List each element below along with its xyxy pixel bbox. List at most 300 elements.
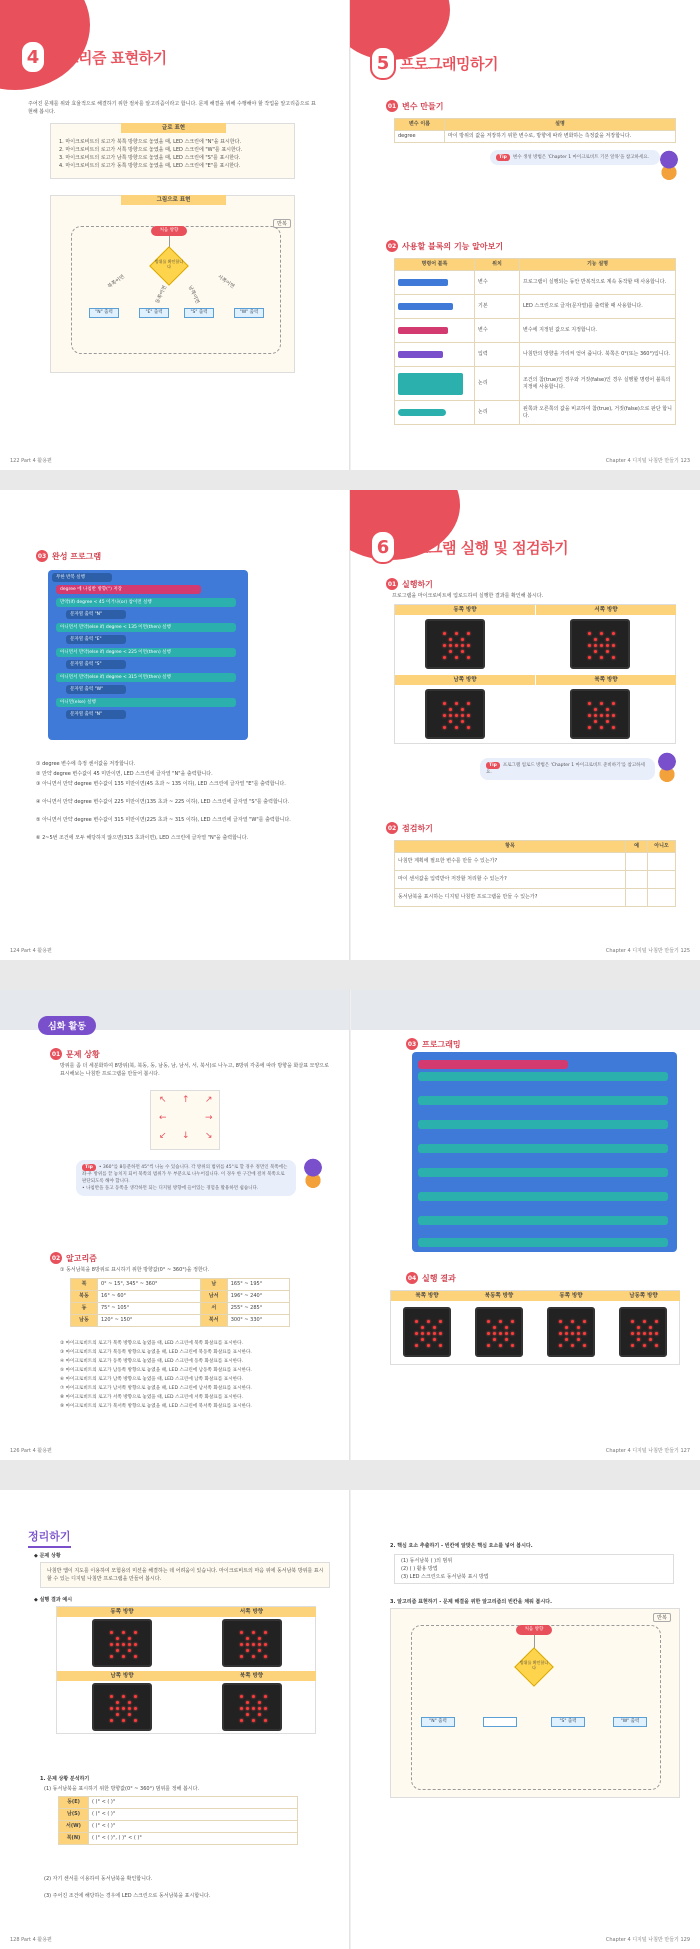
section-01 bbox=[386, 100, 443, 112]
led-dot bbox=[655, 1332, 658, 1335]
page-127 bbox=[350, 990, 700, 1460]
led-dot bbox=[128, 1643, 131, 1646]
led-dot bbox=[505, 1338, 508, 1341]
led-dot bbox=[565, 1332, 568, 1335]
q1-sub: (1) 동서남북을 표시하기 위한 방향값(0° ~ 360°) 범위를 정해 봅시다. bbox=[44, 1786, 200, 1792]
branch-south: 남쪽이면 bbox=[186, 284, 201, 305]
led-dot bbox=[461, 638, 464, 641]
col-header: 명령어 블록 bbox=[395, 259, 475, 271]
led-dot bbox=[467, 644, 470, 647]
section-number: 03 bbox=[36, 550, 48, 562]
led-dot bbox=[637, 1338, 640, 1341]
text-expression-title: 글로 표현 bbox=[121, 123, 226, 133]
arrow-s: ↓ bbox=[182, 1131, 190, 1141]
section-title: 완성 프로그램 bbox=[52, 551, 102, 561]
led-dot bbox=[246, 1637, 249, 1640]
led-dot bbox=[415, 1344, 418, 1347]
result-title: ◆ 실행 결과 예시 bbox=[34, 1597, 73, 1603]
dir-range: 16° ~ 60° bbox=[97, 1291, 200, 1303]
page-126 bbox=[0, 990, 350, 1460]
section-03 bbox=[36, 550, 101, 562]
section-04 bbox=[406, 1272, 456, 1284]
led-dot bbox=[637, 1326, 640, 1329]
led-dot bbox=[577, 1332, 580, 1335]
show-e-block: 문자열 출력 "E" bbox=[66, 635, 126, 644]
led-dot bbox=[588, 702, 591, 705]
led-dot bbox=[134, 1695, 137, 1698]
led-dot bbox=[606, 714, 609, 717]
led-dot bbox=[493, 1326, 496, 1329]
answer-blank[interactable]: ( )° < ( )°, ( )° < ( )° bbox=[89, 1833, 298, 1845]
show-s-block: 문자열 출력 "S" bbox=[66, 660, 126, 669]
checklist-table bbox=[394, 840, 676, 907]
description-cell: 조건의 참(true)인 경우와 거짓(false)인 경우 실행할 명령어 블록의 지정에 사용합니다. bbox=[520, 367, 676, 401]
arrow-n: ↑ bbox=[182, 1095, 190, 1105]
set-degree-block: degree 에 나침반 방향(°) 저장 bbox=[56, 585, 201, 594]
led-dot bbox=[252, 1643, 255, 1646]
led-dot bbox=[246, 1701, 249, 1704]
led-dot bbox=[433, 1332, 436, 1335]
led-dot bbox=[511, 1320, 514, 1323]
led-dot bbox=[116, 1649, 119, 1652]
spread-1 bbox=[0, 0, 700, 470]
led-dot bbox=[449, 644, 452, 647]
section-title: 사용할 블록의 기능 알아보기 bbox=[402, 241, 504, 251]
led-dot bbox=[264, 1707, 267, 1710]
led-dot bbox=[493, 1338, 496, 1341]
dir-name: 서(W) bbox=[59, 1821, 89, 1833]
decision-label: 방위를 확인합니다 bbox=[154, 259, 184, 269]
chapter-footer: Chapter 4 디지털 나침반 만들기 bbox=[605, 458, 679, 464]
code-row bbox=[418, 1168, 668, 1177]
show-w-block: 문자열 출력 "W" bbox=[66, 685, 126, 694]
q2-line-1: (1) 동서남북 ( )의 범위 bbox=[401, 1558, 453, 1564]
arrow-nw: ↖ bbox=[159, 1095, 167, 1105]
microbit-west bbox=[570, 619, 630, 669]
led-dot bbox=[240, 1631, 243, 1634]
led-dot bbox=[606, 708, 609, 711]
tip-box bbox=[76, 1160, 296, 1196]
block-sample bbox=[398, 279, 448, 286]
page-number: 122 bbox=[10, 458, 20, 464]
led-dot bbox=[461, 714, 464, 717]
tip-tag: Tip bbox=[486, 762, 500, 769]
arrow-w: ← bbox=[159, 1113, 167, 1123]
led-dot bbox=[264, 1719, 267, 1722]
led-dot bbox=[246, 1643, 249, 1646]
note-4: ④ 아니면서 만약 degree 변수값이 225 미만이면(135 초과 ~ 225 이하), LED 스크린에 글자열 "S"를 출력합니다. bbox=[36, 799, 290, 805]
led-dot bbox=[643, 1344, 646, 1347]
code-row bbox=[418, 1096, 668, 1105]
answer-range-table bbox=[58, 1796, 298, 1845]
section-title: 변수 만들기 bbox=[402, 101, 444, 111]
if-block: 만약(if) degree < 45 이거나(or) 참이면 실행 bbox=[56, 598, 236, 607]
led-dot bbox=[565, 1326, 568, 1329]
dir-range: 255° ~ 285° bbox=[227, 1303, 289, 1315]
led-dot bbox=[252, 1707, 255, 1710]
led-dot bbox=[612, 632, 615, 635]
led-dot bbox=[258, 1649, 261, 1652]
led-dot bbox=[240, 1719, 243, 1722]
answer-blank[interactable]: ( )° < ( )° bbox=[89, 1797, 298, 1809]
spread-4 bbox=[0, 1490, 700, 1949]
part-label: Part 4 활용편 bbox=[21, 1448, 52, 1454]
led-dot bbox=[122, 1655, 125, 1658]
q1-2: (2) 자기 센서를 이용하여 동서남북을 확인합니다. bbox=[44, 1876, 153, 1882]
dir-name: 북동 bbox=[71, 1291, 98, 1303]
start-node: 처음 방향 bbox=[151, 226, 187, 236]
led-dot bbox=[116, 1707, 119, 1710]
section-03 bbox=[406, 1038, 461, 1050]
led-dot bbox=[461, 644, 464, 647]
check-yes[interactable] bbox=[626, 853, 648, 871]
forever-block: 무한 반복 실행 bbox=[52, 573, 112, 582]
led-dot bbox=[612, 702, 615, 705]
led-dot bbox=[649, 1332, 652, 1335]
results-grid bbox=[394, 604, 676, 744]
led-dot bbox=[600, 702, 603, 705]
led-dot bbox=[122, 1643, 125, 1646]
section-02 bbox=[50, 1252, 97, 1264]
led-dot bbox=[449, 638, 452, 641]
led-dot bbox=[612, 726, 615, 729]
diagram-title: 그림으로 표현 bbox=[121, 195, 226, 205]
chapter-number: 6 bbox=[370, 530, 396, 564]
led-dot bbox=[443, 644, 446, 647]
led-dot bbox=[110, 1643, 113, 1646]
chapter-number: 5 bbox=[370, 46, 396, 80]
dir-name: 남동 bbox=[71, 1315, 98, 1327]
branch-north: 북쪽이면 bbox=[106, 273, 126, 290]
check-item: 마이 센서값을 입력받아 저장할 처리할 수 있는가? bbox=[395, 871, 626, 889]
led-dot bbox=[499, 1320, 502, 1323]
led-dot bbox=[134, 1643, 137, 1646]
led-dot bbox=[455, 656, 458, 659]
dir-name: 남 bbox=[200, 1279, 227, 1291]
block-sample bbox=[398, 351, 443, 358]
page-123 bbox=[350, 0, 700, 470]
dir-name: 남(S) bbox=[59, 1809, 89, 1821]
diagram-box bbox=[390, 1608, 680, 1798]
led-dot bbox=[606, 638, 609, 641]
arrow-e: → bbox=[205, 1113, 213, 1123]
section-01 bbox=[386, 578, 433, 590]
arrow-se: ↘ bbox=[205, 1131, 213, 1141]
algorithm-desc: ① 동서남북을 8방위로 표시하기 위한 방향값(0° ~ 360°)을 정한다. bbox=[60, 1267, 210, 1273]
page-footer bbox=[10, 1936, 52, 1943]
description-cell: LED 스크린으로 글자(문자열)를 출력할 때 사용합니다. bbox=[520, 295, 676, 319]
note-3: ③ 아니면서 만약 degree 변수값이 135 미만이면(45 초과 ~ 135 이하), LED 스크린에 글자열 "E"를 출력합니다. bbox=[36, 781, 286, 787]
answer-blank[interactable]: ( )° < ( )° bbox=[89, 1821, 298, 1833]
description-cell: 변수에 지정된 값으로 지정합니다. bbox=[520, 319, 676, 343]
section-title: 실행하기 bbox=[402, 579, 433, 589]
page-footer bbox=[606, 1936, 690, 1943]
led-dot bbox=[110, 1631, 113, 1634]
spread-3 bbox=[0, 990, 700, 1460]
result-label-west: 서쪽 방향 bbox=[187, 1607, 316, 1617]
code-row bbox=[418, 1144, 668, 1153]
check-no[interactable] bbox=[648, 853, 676, 871]
block-sample bbox=[398, 303, 453, 310]
led-dot bbox=[606, 644, 609, 647]
led-dot bbox=[606, 720, 609, 723]
result-label-n: 북쪽 방향 bbox=[391, 1291, 463, 1301]
output-s: "S" 출력 bbox=[551, 1717, 585, 1727]
section-02 bbox=[386, 240, 503, 252]
check-yes[interactable] bbox=[626, 889, 648, 907]
section-number: 01 bbox=[386, 578, 398, 590]
led-dot bbox=[643, 1332, 646, 1335]
cell: 마이 방위의 값을 저장하기 위한 변수로, 방향에 따라 변화하는 측정값을 저장합니다. bbox=[445, 131, 676, 143]
description-cell: 나침반의 방향을 가리켜 얻어 줍니다. 북쪽은 0°(또는 360°)입니다. bbox=[520, 343, 676, 367]
output-blank[interactable] bbox=[483, 1717, 517, 1727]
answer-blank[interactable]: ( )° < ( )° bbox=[89, 1809, 298, 1821]
location-cell: 변수 bbox=[475, 319, 520, 343]
q2-line-3: (3) LED 스크린으로 동서남북 표시 방법 bbox=[401, 1574, 489, 1580]
led-dot bbox=[559, 1320, 562, 1323]
repeat-label: 반복 bbox=[273, 219, 291, 228]
part-label: Part 4 활용편 bbox=[21, 458, 52, 464]
led-dot bbox=[258, 1701, 261, 1704]
alg-step-7: ⑦ 마이크로비트의 로고가 남서쪽 방향으로 놓였을 때, LED 스크린에 남서쪽 화살표를 표시한다. bbox=[60, 1386, 252, 1391]
check-item: 동서남북을 표시하는 디지털 나침반 프로그램을 만들 수 있는가? bbox=[395, 889, 626, 907]
chapter-footer: Chapter 4 디지털 나침반 만들기 bbox=[605, 1448, 679, 1454]
show-n-block: 문자열 출력 "N" bbox=[66, 610, 126, 619]
led-dot bbox=[631, 1320, 634, 1323]
problem-title: ◆ 문제 상황 bbox=[34, 1553, 61, 1559]
page-125 bbox=[350, 490, 700, 960]
microbit-n bbox=[403, 1307, 451, 1357]
led-dot bbox=[240, 1695, 243, 1698]
led-dot bbox=[600, 726, 603, 729]
led-dot bbox=[455, 726, 458, 729]
branch-east: 동쪽이면 bbox=[154, 284, 169, 305]
col-header: 위치 bbox=[475, 259, 520, 271]
led-dot bbox=[655, 1344, 658, 1347]
led-dot bbox=[571, 1320, 574, 1323]
output-e: "E" 출력 bbox=[139, 308, 169, 318]
led-dot bbox=[577, 1326, 580, 1329]
led-dot bbox=[655, 1320, 658, 1323]
result-label-e: 동쪽 방향 bbox=[535, 1291, 607, 1301]
led-dot bbox=[240, 1707, 243, 1710]
tip-box bbox=[490, 150, 660, 165]
led-dot bbox=[612, 644, 615, 647]
q1-title: 1. 문제 상황 분석하기 bbox=[40, 1776, 90, 1782]
chapter-title: 프로그래밍하기 bbox=[400, 54, 498, 73]
q2-box bbox=[394, 1554, 674, 1584]
mascot-character bbox=[658, 150, 680, 182]
section-title: 프로그래밍 bbox=[422, 1039, 461, 1049]
led-dot bbox=[455, 632, 458, 635]
output-n: "N" 출력 bbox=[89, 308, 119, 318]
elseif-block-2: 아니면서 만약(else if) degree < 225 이면(then) 실행 bbox=[56, 648, 236, 657]
advanced-header: 심화 활동 bbox=[38, 1016, 96, 1035]
led-dot bbox=[258, 1713, 261, 1716]
q2-line-2: (2) ( ) 활용 방법 bbox=[401, 1566, 438, 1572]
dir-range: 0° ~ 15°, 345° ~ 360° bbox=[97, 1279, 200, 1291]
page-footer bbox=[606, 457, 690, 464]
led-dot bbox=[449, 720, 452, 723]
code-row bbox=[418, 1192, 668, 1201]
led-dot bbox=[588, 632, 591, 635]
check-no[interactable] bbox=[648, 871, 676, 889]
led-dot bbox=[600, 644, 603, 647]
led-dot bbox=[588, 714, 591, 717]
microbit-north bbox=[570, 689, 630, 739]
led-dot bbox=[116, 1643, 119, 1646]
led-dot bbox=[433, 1338, 436, 1341]
led-dot bbox=[600, 632, 603, 635]
dir-name: 북 bbox=[71, 1279, 98, 1291]
code-row bbox=[418, 1120, 668, 1129]
decision-label: 방위를 확인합니다 bbox=[519, 1660, 549, 1670]
col-header: 기능 설명 bbox=[520, 259, 676, 271]
result-label-east: 동쪽 방향 bbox=[395, 605, 535, 615]
q1-3: (3) 주어진 조건에 해당하는 경우에 LED 스크린으로 동서남북을 표시합니다. bbox=[44, 1893, 211, 1899]
led-dot bbox=[612, 714, 615, 717]
led-dot bbox=[487, 1332, 490, 1335]
page-footer bbox=[10, 947, 52, 954]
led-dot bbox=[455, 702, 458, 705]
page-number: 128 bbox=[10, 1937, 20, 1943]
block-cell bbox=[395, 367, 475, 401]
col-header: 예 bbox=[626, 841, 648, 853]
description-cell: 프로그램이 실행되는 동안 반복적으로 계속 동작할 때 사용합니다. bbox=[520, 271, 676, 295]
alg-step-4: ④ 마이크로비트의 로고가 동쪽 방향으로 놓였을 때, LED 스크린에 동쪽 화살표를 표시한다. bbox=[60, 1359, 243, 1364]
led-dot bbox=[577, 1338, 580, 1341]
led-dot bbox=[571, 1332, 574, 1335]
led-dot bbox=[499, 1332, 502, 1335]
dir-range: 165° ~ 195° bbox=[227, 1279, 289, 1291]
section-title: 알고리즘 bbox=[66, 1253, 97, 1263]
led-dot bbox=[246, 1713, 249, 1716]
led-dot bbox=[427, 1320, 430, 1323]
led-dot bbox=[612, 656, 615, 659]
microbit-south bbox=[425, 689, 485, 739]
mascot-character bbox=[656, 752, 678, 784]
microbit-se bbox=[619, 1307, 667, 1357]
led-dot bbox=[439, 1344, 442, 1347]
section-desc: 프로그램을 마이크로비트에 업로드하여 실행한 결과를 확인해 봅시다. bbox=[392, 593, 544, 599]
result-label-ne: 북동쪽 방향 bbox=[463, 1291, 535, 1301]
led-dot bbox=[649, 1338, 652, 1341]
led-dot bbox=[122, 1719, 125, 1722]
led-dot bbox=[594, 720, 597, 723]
led-dot bbox=[588, 656, 591, 659]
microbit-north bbox=[222, 1683, 282, 1731]
col-header: 항목 bbox=[395, 841, 626, 853]
led-dot bbox=[128, 1707, 131, 1710]
alg-step-6: ⑥ 마이크로비트의 로고가 남쪽 방향으로 놓였을 때, LED 스크린에 남쪽 화살표를 표시한다. bbox=[60, 1377, 243, 1382]
q2-title: 2. 핵심 요소 추출하기 - 빈칸에 알맞은 핵심 요소를 넣어 봅시다. bbox=[390, 1543, 533, 1549]
led-dot bbox=[246, 1649, 249, 1652]
led-dot bbox=[122, 1695, 125, 1698]
led-dot bbox=[421, 1338, 424, 1341]
led-dot bbox=[499, 1344, 502, 1347]
section-number: 02 bbox=[386, 240, 398, 252]
arrow-sw: ↙ bbox=[159, 1131, 167, 1141]
page-128 bbox=[0, 1490, 350, 1949]
led-dot bbox=[415, 1320, 418, 1323]
led-dot bbox=[449, 650, 452, 653]
page-129 bbox=[350, 1490, 700, 1949]
led-dot bbox=[252, 1631, 255, 1634]
elseif-block-1: 아니면서 만약(else if) degree < 135 이면(then) 실행 bbox=[56, 623, 236, 632]
led-dot bbox=[415, 1332, 418, 1335]
led-dot bbox=[433, 1326, 436, 1329]
page-footer bbox=[10, 1447, 52, 1454]
chapter-header bbox=[370, 530, 568, 564]
cell: degree bbox=[395, 131, 445, 143]
led-dot bbox=[252, 1655, 255, 1658]
led-dot bbox=[258, 1643, 261, 1646]
led-dot bbox=[443, 702, 446, 705]
output-w: "W" 출력 bbox=[613, 1717, 647, 1727]
block-cell bbox=[395, 271, 475, 295]
led-dot bbox=[439, 1332, 442, 1335]
led-dot bbox=[134, 1707, 137, 1710]
col-header: 설명 bbox=[445, 119, 676, 131]
led-dot bbox=[252, 1719, 255, 1722]
led-dot bbox=[583, 1320, 586, 1323]
led-dot bbox=[588, 644, 591, 647]
tip-tag: Tip bbox=[82, 1164, 96, 1171]
microbit-ne bbox=[475, 1307, 523, 1357]
led-dot bbox=[505, 1332, 508, 1335]
check-yes[interactable] bbox=[626, 871, 648, 889]
led-dot bbox=[594, 650, 597, 653]
led-dot bbox=[594, 714, 597, 717]
page-number-122 bbox=[10, 457, 52, 464]
dir-name: 북서 bbox=[200, 1315, 227, 1327]
led-dot bbox=[588, 726, 591, 729]
led-dot bbox=[421, 1326, 424, 1329]
led-dot bbox=[110, 1655, 113, 1658]
spread-2 bbox=[0, 490, 700, 960]
led-dot bbox=[264, 1643, 267, 1646]
section-number: 03 bbox=[406, 1038, 418, 1050]
section-desc: 방위를 좀 더 세분화하여 8방위(북, 북동, 동, 남동, 남, 남서, 서, 북서)로 나누고, 8방위 각종에 따라 방향을 화살표 모양으로 표시해보는 나침반 프로그램을 만들어 봅시다. bbox=[60, 1063, 329, 1077]
note-1: ① degree 변수에 측정 센서값을 저장합니다. bbox=[36, 761, 136, 767]
led-dot bbox=[583, 1332, 586, 1335]
led-dot bbox=[258, 1707, 261, 1710]
section-title: 문제 상황 bbox=[66, 1049, 100, 1059]
chapter-header bbox=[370, 46, 498, 80]
mascot-character bbox=[302, 1158, 324, 1190]
block-cell bbox=[395, 295, 475, 319]
alg-step-9: ⑨ 마이크로비트의 로고가 북서쪽 방향으로 놓였을 때, LED 스크린에 북서쪽 화살표를 표시한다. bbox=[60, 1404, 252, 1409]
check-no[interactable] bbox=[648, 889, 676, 907]
problem-box bbox=[40, 1562, 330, 1588]
code-row bbox=[418, 1072, 668, 1081]
result-label-se: 남동쪽 방향 bbox=[607, 1291, 680, 1301]
output-s: "S" 출력 bbox=[184, 308, 214, 318]
microbit-east bbox=[425, 619, 485, 669]
led-dot bbox=[443, 656, 446, 659]
output-w: "W" 출력 bbox=[234, 308, 264, 318]
block-cell bbox=[395, 401, 475, 425]
led-dot bbox=[128, 1637, 131, 1640]
led-dot bbox=[449, 714, 452, 717]
page-number: 126 bbox=[10, 1448, 20, 1454]
led-dot bbox=[461, 720, 464, 723]
led-dot bbox=[467, 632, 470, 635]
text-expression-box bbox=[50, 123, 295, 179]
led-dot bbox=[427, 1332, 430, 1335]
led-dot bbox=[511, 1344, 514, 1347]
led-dot bbox=[631, 1332, 634, 1335]
